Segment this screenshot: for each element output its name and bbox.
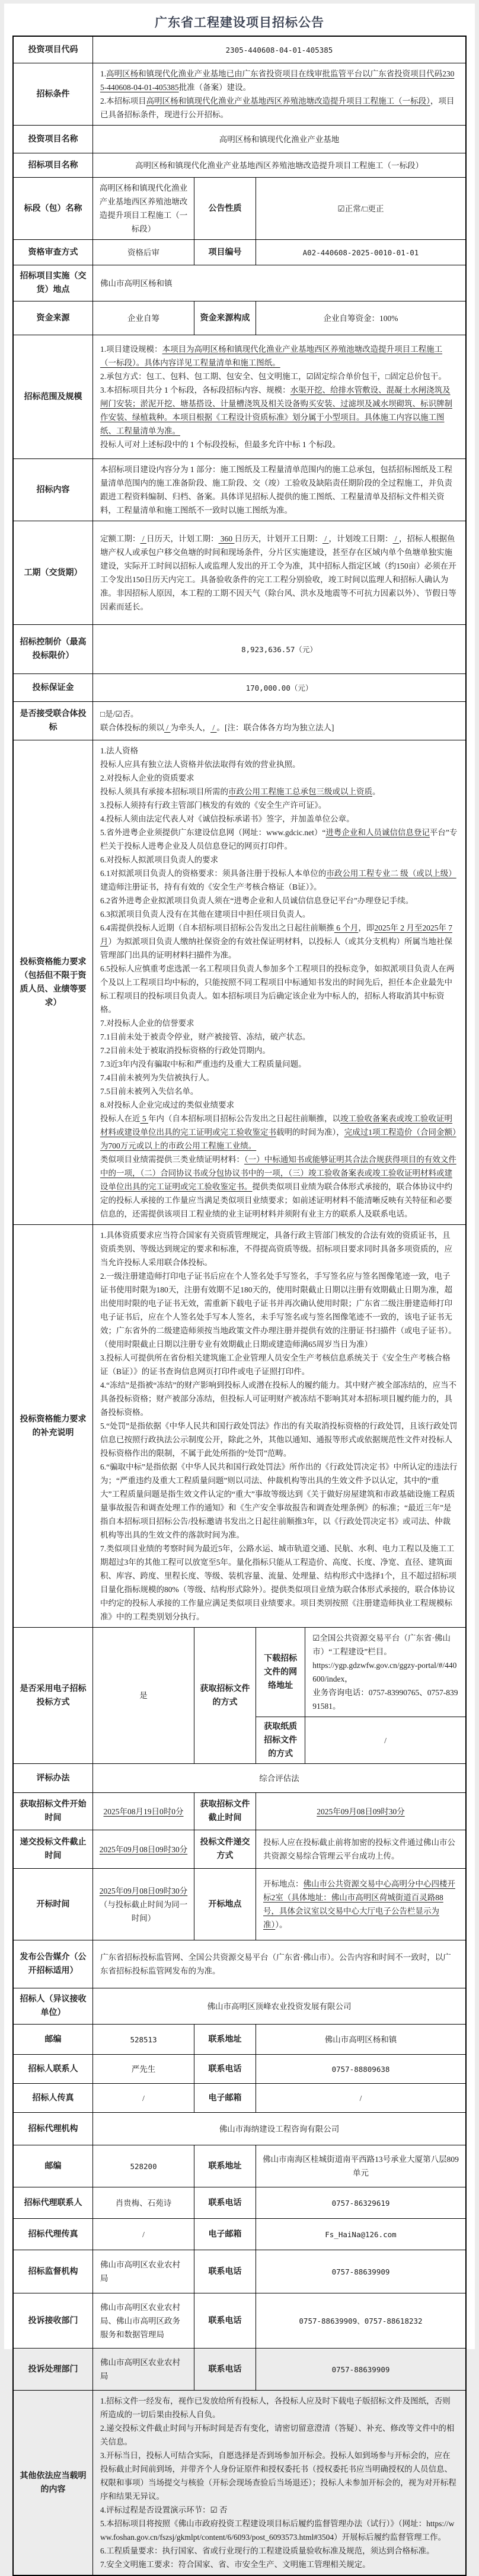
opening-time-value: 2025年09月08日09时30分（与投标截止时间为同一时间） [92, 1869, 194, 1940]
tender-name-value: 高明区杨和镇现代化渔业产业基地西区养殖池塘改造提升项目工程施工（一标段） [92, 153, 466, 178]
row-complaint-handle [13, 2349, 466, 2391]
doc-end-value: 2025年09月08日09时30分 [256, 1793, 466, 1830]
qualification-req-label: 投标资格能力要求（包括但不限于资质人员、业绩等要求） [13, 740, 92, 1225]
complaint-receive-label: 投诉接收部门 [13, 2293, 92, 2349]
row-media [13, 1940, 466, 1988]
row-tenderer [13, 1988, 466, 2025]
funding-label: 资金来源 [13, 301, 92, 335]
paper-doc-label: 获取纸质招标文件的方式 [256, 1717, 305, 1764]
consortium-value: □是/☑否。 联合体投标的须以 / 为牵头人， / 。[注：联合体各方均为独立法人] [92, 702, 466, 740]
row-electronic-bidding [13, 1628, 466, 1717]
agency-value: 佛山市海纳建设工程咨询有限公司 [92, 2113, 466, 2145]
agency-postcode-label: 邮编 [13, 2145, 92, 2187]
submission-method-value: 投标人应在投标截止前将加密的投标文件通过佛山市公共资源交易综合管理云平台成功上传。 [256, 1830, 466, 1869]
location-value: 佛山市高明区杨和镇 [92, 265, 466, 301]
submission-method-label: 投标文件递交方式 [194, 1830, 256, 1869]
qualification-notes-value: 1.具体资质要求应当符合国家有关资质管理规定，具备行政主管部门核发的合法有效的资质证书，且资质类别、等级达到规定的要求和标准，不得提高资质等级。招标项目要求同时具备多项资质的，应当允许投标人采用联合体投标。 2.一级注册建造师打印电子证书后应在个人签名处手写签名，手写签名应与签名图像笔迹一致，电子证书使用时限为180天，注册有效期不足180天的，使用时限截止日期以注册有效期截止日期为准，超出使用时限的电子证书无效，需重新下载电子证书并再次确认使用时限；广东省二级注册建造师打印电子证书后，应在个人签名处手写本人签名，未手写签名或与签名图像笔迹不一致的，该电子证书无效；广东省外的二级建造师须按当地政策文件办理注册并提供有效的注册证书扫描件（或电子证书）。（使用时限截止日期以注册专业有效期截止日期或建造师满65周岁当日为准） 3.投标人可提供所在省份相关建筑施工企业管理人员安全生产考核信息系统关于《安全生产考核合格证（B证）》的证书查询信息网页打印件或电子证照打印件。 4.“冻结”是指被“冻结”的财产影响到投标人或潜在投标人的履约能力。其中财产被全部冻结的，应当不具备投标资格；财产被部分冻结，但投标人可证明财产被冻结不影响其对本招标项目履约能力的，具备投标资格。 5.“处罚”是指依据《中华人民共和国行政处罚法》作出的有关取消投标资格的行政处罚，且该行政处罚信息已按照行政执法公示制度公开，除此之外，其他以通知、通报等形式或依据规范性文件对投标人投标资格作出的限制，不属于此处所指的“处罚”范畴。 6.“骗取中标”是指依据《中华人民共和国行政处罚法》所作出的《行政处罚决定书》中所认定的违法行为；“严重违约及重大工程质量问题”则以司法、仲裁机构等出具的生效文件予以认定，其中的“重大”工程质量问题是指生效文件认定的“重大”事故等级达到《关于做好房屋建筑和市政基础设施工程质量事故报告和调查处理工作的通知》和《生产安全事故报告和调查处理条例》的标准；“最近三年”是指自本招标项目招标公告/投标邀请书发出之日起往前顺推3年，以《行政处罚决定书》或司法、仲裁机构等出具的生效文件的落款时间为准。 7.类似项目业绩的考察时间为最近5年，公路水运、城市轨道交通、民航、水利、电力工程以及施工工期超过3年的其他工程可以放宽至5年。量化指标只能从工程造价、高度、长度、净宽、直径、建筑面积、库容、跨度、里程长度、等级、装机容量、流量、处理量、结构形式中选择1个，且不超过招标项目量化指标规模的80%（等级、结构形式除外）。提供类似项目业绩为联合体形式承接的，联合体协议中约定的投标人承接的工作量应满足类似项目业绩要求。项目类别按照《注册建造师执业工程规模标准》中的工程类别划分执行。 [92, 1225, 466, 1628]
row-bid-bond [13, 674, 466, 702]
project-number-label: 项目编号 [194, 240, 256, 265]
supervisor-phone-label: 联系电话 [194, 2250, 256, 2293]
duration-value: 定额工期： / 日历天，计划工期： 360 日历天，计划开工日期： / ，计划竣工日期： / ，招标人根据鱼塘产权人或承包户移交鱼塘的时间和现场条件，分片区实施建设，甚至存在区域内单个鱼塘单独实施建设，实际开工时间以招标人或监理人发出的开工令为准，其中招标人指定区域（约150亩）必须在开工令发出150日历天内完工。具备验收条件的完工工程分别验收，竣工时间以监理人和招标人确认为准。非因招标人原因，本工程的工期不因天气（除台风、洪水及地震等不可抗力因素以外）、节假日等因素而延长。 [92, 521, 466, 625]
doc-download-url-value: ☑全国公共资源交易平台（广东省·佛山市）“工程建设”栏目。 https://ygp.gdzwfw.gov.cn/ggzy-portal/#/440600/index， 业务咨询电话：0757-83990765、0757-83991581。 [305, 1628, 466, 1717]
row-agency-fax [13, 2219, 466, 2250]
control-price-label: 招标控制价（最高投标限价） [13, 625, 92, 674]
bid-conditions-value: 1.高明区杨和镇现代化渔业产业基地已由广东省投资项目在线审批监管平台以广东省投资项目代码2305-440608-04-01-405385批准（备案）建设。 2.本招标项目高明区杨和镇现代化渔业产业基地西区养殖池塘改造提升项目工程施工（一标段），项目已具备招标条件，现进行公开招标。 [92, 63, 466, 126]
tenderer-contact-label: 招标人联系人 [13, 2055, 92, 2084]
doc-start-label: 获取招标文件开始时间 [13, 1793, 92, 1830]
complaint-receive-value: 佛山市高明区农业农村局、佛山市高明区政务服务和数据管理局 [92, 2293, 194, 2349]
complaint-handle-value: 佛山市高明区农业农村局 [92, 2349, 194, 2391]
media-value: 广东省招标投标监管网、全国公共资源交易平台（广东省·佛山市）。公告内容和时间不一致时，以广东省招标投标监管网发布的为准。 [92, 1940, 466, 1988]
scope-label: 招标范围及规模 [13, 335, 92, 459]
agency-email-value: Fs_HaiNa@126.com [256, 2219, 466, 2250]
agency-fax-value: / [92, 2219, 194, 2250]
tenderer-postcode-value: 528513 [92, 2025, 194, 2055]
evaluation-method-label: 评标办法 [13, 1764, 92, 1793]
row-submission [13, 1830, 466, 1869]
evaluation-method-value: 综合评估法 [92, 1764, 466, 1793]
investment-name-value: 高明区杨和镇现代化渔业产业基地 [92, 126, 466, 153]
doc-end-label: 获取招标文件截止时间 [194, 1793, 256, 1830]
doc-download-url-label: 下载招标文件的网络地址 [256, 1628, 305, 1717]
agency-email-label: 电子邮箱 [194, 2219, 256, 2250]
opening-place-label: 开标地点 [194, 1869, 256, 1940]
tenderer-email-label: 电子邮箱 [194, 2084, 256, 2113]
agency-postcode-value: 528200 [92, 2145, 194, 2187]
agency-address-label: 联系地址 [194, 2145, 256, 2187]
funding-composition-value: 企业自筹资金：100% [256, 301, 466, 335]
opening-place-value: 开标地点：佛山市公共资源交易中心高明分中心四楼开标2室（具体地址：佛山市高明区荷城街道百灵路88号，具体会议室以交易中心大厅电子公告栏显示为准））。 [256, 1869, 466, 1940]
submission-deadline-value: 2025年09月08日09时30分 [92, 1830, 194, 1869]
row-supervisor [13, 2250, 466, 2293]
agency-contact-label: 招标代理联系人 [13, 2187, 92, 2219]
complaint-receive-phone-label: 联系电话 [194, 2293, 256, 2349]
opening-time-label: 开标时间 [13, 1869, 92, 1940]
row-complaint-receive [13, 2293, 466, 2349]
complaint-handle-phone-label: 联系电话 [194, 2349, 256, 2391]
duration-label: 工期（交货期） [13, 521, 92, 625]
row-opening [13, 1869, 466, 1940]
doc-start-value: 2025年08月19日0时0分 [92, 1793, 194, 1830]
row-evaluation-method [13, 1764, 466, 1793]
supervisor-label: 招标监督机构 [13, 2250, 92, 2293]
tenderer-fax-value: / [92, 2084, 194, 2113]
row-investment-code [13, 36, 466, 63]
qualification-review-label: 资格审查方式 [13, 240, 92, 265]
row-funding [13, 301, 466, 335]
row-duration [13, 521, 466, 625]
row-scope [13, 335, 466, 459]
row-tenderer-post [13, 2025, 466, 2055]
row-tenderer-contact [13, 2055, 466, 2084]
supervisor-phone-value: 0757-88639909 [256, 2250, 466, 2293]
agency-label: 招标代理机构 [13, 2113, 92, 2145]
row-bid-conditions [13, 63, 466, 126]
other-label: 其他依法应当载明的内容 [13, 2391, 92, 2576]
agency-fax-label: 招标代理传真 [13, 2219, 92, 2250]
media-label: 发布公告媒介（公开招标适用） [13, 1940, 92, 1988]
submission-deadline-label: 递交投标文件截止时间 [13, 1830, 92, 1869]
tenderer-contact-value: 严先生 [92, 2055, 194, 2084]
tender-announcement-table [12, 36, 467, 2576]
row-agency [13, 2113, 466, 2145]
bid-conditions-label: 招标条件 [13, 63, 92, 126]
tenderer-postcode-label: 邮编 [13, 2025, 92, 2055]
funding-composition-label: 资金来源构成 [194, 301, 256, 335]
agency-phone-value: 0757-86329619 [256, 2187, 466, 2219]
row-qualification-notes [13, 1225, 466, 1628]
qualification-notes-label: 投标资格能力要求的补充说明 [13, 1225, 92, 1628]
supervisor-value: 佛山市高明区农业农村局 [92, 2250, 194, 2293]
other-value: 1.招标文件一经发布，视作已发放给所有投标人，各投标人应及时下载电子版招标文件及图纸，否则所造成的一切后果由投标人自负。 2.递交投标文件截止时间与开标时间是否有变化，请密切留意澄清（答疑）、补充、修改等文件中的相关信息。 3.开标当日，投标人可结合实际，自愿选择是否到场参加开标会。投标人如到场参与开标会的，应在投标截止时间前到场，并带齐个人身份证原件和授权委托书（授权委托书应当明确授权的人员信息、权限和事项）当场提交与核验（开标会现场查验后当场退还）；投标人未参加开标会的，视为对开标程序和结果无异议。 4.评标过程是否设置演示环节：☑ 否 5.本招标项目将按照《佛山市政府投资工程建设项目标后履约监督管理办法（试行）》（网址：https://www.foshan.gov.cn/fszsj/gkmlpt/content/6/6093/post_6093573.html#3504）开展标后履约监督管理工作。 6.工程质量要求：执行国家、省或行业现行的工程建设质量验收标准及规范，须达到合格标准。 7.安全文明施工要求：符合国家、省、市安全生产、文明施工管理相关规定。 [92, 2391, 466, 2576]
row-control-price [13, 625, 466, 674]
agency-contact-value: 肖贵梅、石苑诗 [92, 2187, 194, 2219]
content-value: 本招标项目建设内容分为 1 部分：施工图纸及工程量清单范围内的施工总承包，包括招标图纸及工程量清单范围内的施工准备阶段、施工阶段、交（竣）工验收及缺陷责任期阶段的全过程施工，并负责跟进工程资料编制、归档、备案。具体详见招标人提供的施工图纸、工程量清单及招标文件相关资料，工程量清单和施工图纸不一致时以施工图纸为准。 [92, 459, 466, 521]
investment-code-label: 投资项目代码 [13, 36, 92, 63]
agency-address-value: 佛山市南海区桂城街道南平西路13号承业大厦第八层809单元 [256, 2145, 466, 2187]
bid-bond-value: 170,000.00（元） [92, 674, 466, 702]
section-name-value: 高明区杨和镇现代化渔业产业基地西区养殖池塘改造提升项目工程施工（一标段） [92, 178, 194, 240]
announcement-page [4, 4, 475, 2569]
row-content [13, 459, 466, 521]
consortium-label: 是否接受联合体投标 [13, 702, 92, 740]
tenderer-label: 招标人（异议接收单位） [13, 1988, 92, 2025]
row-section-name [13, 178, 466, 240]
paper-doc-value: / [305, 1717, 466, 1764]
row-agency-contact [13, 2187, 466, 2219]
tenderer-email-value: / [256, 2084, 466, 2113]
doc-method-label: 获取招标文件的方式 [194, 1628, 256, 1764]
bid-bond-label: 投标保证金 [13, 674, 92, 702]
location-label: 招标项目实施（交货）地点 [13, 265, 92, 301]
investment-name-label: 投资项目名称 [13, 126, 92, 153]
row-agency-post [13, 2145, 466, 2187]
row-consortium [13, 702, 466, 740]
complaint-handle-label: 投诉处理部门 [13, 2349, 92, 2391]
qualification-req-value: 1.法人资格 投标人应具有独立法人资格并依法取得有效的营业执照。 2.对投标人企业的资质要求 投标人须具有承接本招标项目所需的市政公用工程施工总承包三级或以上资质。 3.投标人须持有行政主管部门核发的有效的《安全生产许可证》。 4.投标人须由法定代表人对《诚信投标承诺书》签字，并加盖单位公章。 5.省外进粤企业须提供广东建设信息网（网址：www.gdcic.net）“进粤企业和人员诚信信息登记平台”专栏关于投标人进粤企业及人员信息登记的网页打印件。 6.对投标人拟派项目负责人的要求 6.1对拟派项目负责人的资格要求：须具备注册于投标人本单位的市政公用工程专业二 级（或以上级）建造师注册证书，持有有效的《安全生产考核合格证（B证）》。 6.2省外进粤企业拟派项目负责人须在“进粤企业和人员诚信信息登记平台”办理登记手续。 6.3拟派项目负责人没有在其他在建项目中担任项目负责人。 6.4需提供投标人近期（自本招标项目招标公告发出之日起往前顺推 6 个月，即2025年 2 月至2025年 7 月）为拟派项目负责人缴纳社保资金的有效社保证明材料，以投标人（或其分支机构）所属当地社保管理部门出具的证明材料扫描件为准。 6.5投标人应慎重考虑选派一名工程项目负责人参加多个工程项目的投标竞争，如拟派项目负责人在两个及以上工程项目均中标的，只能按照不同工程项目中标通知书发出的时间先后，担任本企业最先中标工程项目的投标项目负责人。如本招标项目为后确定该企业为中标人的，招标人将取消其中标资格。 7.对投标人企业的信誉要求 7.1目前未处于被责令停业，财产被接管、冻结，破产状态。 7.2目前未处于被取消投标资格的行政处罚期内。 7.3近3年内没有骗取中标和严重违约及重大工程质量问题。 7.4目前未被列为失信被执行人。 7.5目前未被列入失信名单。 8.对投标人企业完成过的类似业绩要求 投标人在近 5 年内（自本招标项目招标公告发出之日起往前顺推，以竣工验收备案表或竣工验收证明材料或建设单位出具的完工证明或完工验收鉴定书载明的时间为准），完成过1项工程造价（合同金额）为700万元或以上的市政公用工程施工业绩。 类似项目业绩需提供三类业绩证明材料：（一）中标通知书或能够证明其合法合规获得项目的有效文件中的一项，（二）合同协议书或分包协议书中的一项，（三）竣工验收备案表或竣工验收证明材料或建设单位出具的完工证明或完工验收鉴定书。提供类似项目业绩为联合体形式承接的，联合体协议中约定的投标人承接的工作量应当满足类似项目业绩要求；如前述证明材料不能清晰反映有关特征和必要信息的，还需提供该项目工程业绩的业主证明材料并须附有业主方的联系人及联系电话。 [92, 740, 466, 1225]
row-tender-name [13, 153, 466, 178]
tender-name-label: 招标项目名称 [13, 153, 92, 178]
complaint-receive-phone-value: 0757-88639909、0757-88618232 [256, 2293, 466, 2349]
page-title: 广东省工程建设项目招标公告 [155, 15, 324, 30]
tenderer-value: 佛山市高明区顶峰农业投资发展有限公司 [92, 1988, 466, 2025]
row-qualification-review [13, 240, 466, 265]
qualification-review-value: 资格后审 [92, 240, 194, 265]
investment-code-value: 2305-440608-04-01-405385 [92, 36, 466, 63]
complaint-handle-phone-value: 0757-88639909 [256, 2349, 466, 2391]
scope-value: 1.项目建设规模：本项目为高明区杨和镇现代化渔业产业基地西区养殖池塘改造提升项目工程施工（一标段）。具体内容详见工程量清单和施工图纸。 2.承包方式：包工、包料、包工期、包安全、包文明施工，☑固定综合单价包干，□固定总价包干。 3.本招标项目共分 1 个标段，各标段招标内容、规模：水渠开挖、给排水管敷设、混凝土水闸浇筑及闸门安装；淤泥开挖、塘基搭设、计量槽浇筑及相关设备购买安装、过滤坝及减水坝砌筑、标识牌制作安装、绿植栽种。本项目根据《工程设计资质标准》划分属于小型项目。具体施工内容以施工图纸、工程量清单为准。 投标人可对上述标段中的 1 个标段投标，但最多允许中标 1 个标段。 [92, 335, 466, 459]
row-qualification-req [13, 740, 466, 1225]
notice-nature-label: 公告性质 [194, 178, 256, 240]
electronic-bidding-value: 是 [92, 1628, 194, 1764]
tenderer-phone-label: 联系电话 [194, 2055, 256, 2084]
control-price-value: 8,923,636.57（元） [92, 625, 466, 674]
row-location [13, 265, 466, 301]
section-name-label: 标段（包）名称 [13, 178, 92, 240]
tenderer-phone-value: 0757-88809638 [256, 2055, 466, 2084]
tenderer-address-label: 联系地址 [194, 2025, 256, 2055]
row-other [13, 2391, 466, 2576]
funding-value: 企业自筹 [92, 301, 194, 335]
row-investment-name [13, 126, 466, 153]
content-label: 招标内容 [13, 459, 92, 521]
agency-phone-label: 联系电话 [194, 2187, 256, 2219]
row-doc-time [13, 1793, 466, 1830]
notice-nature-value: ☑正常/□更正 [256, 178, 466, 240]
row-tenderer-fax [13, 2084, 466, 2113]
tenderer-fax-label: 招标人传真 [13, 2084, 92, 2113]
project-number-value: A02-440608-2025-0010-01-01 [256, 240, 466, 265]
tenderer-address-value: 佛山市高明区杨和镇 [256, 2025, 466, 2055]
electronic-bidding-label: 是否采用电子招标投标方式 [13, 1628, 92, 1764]
